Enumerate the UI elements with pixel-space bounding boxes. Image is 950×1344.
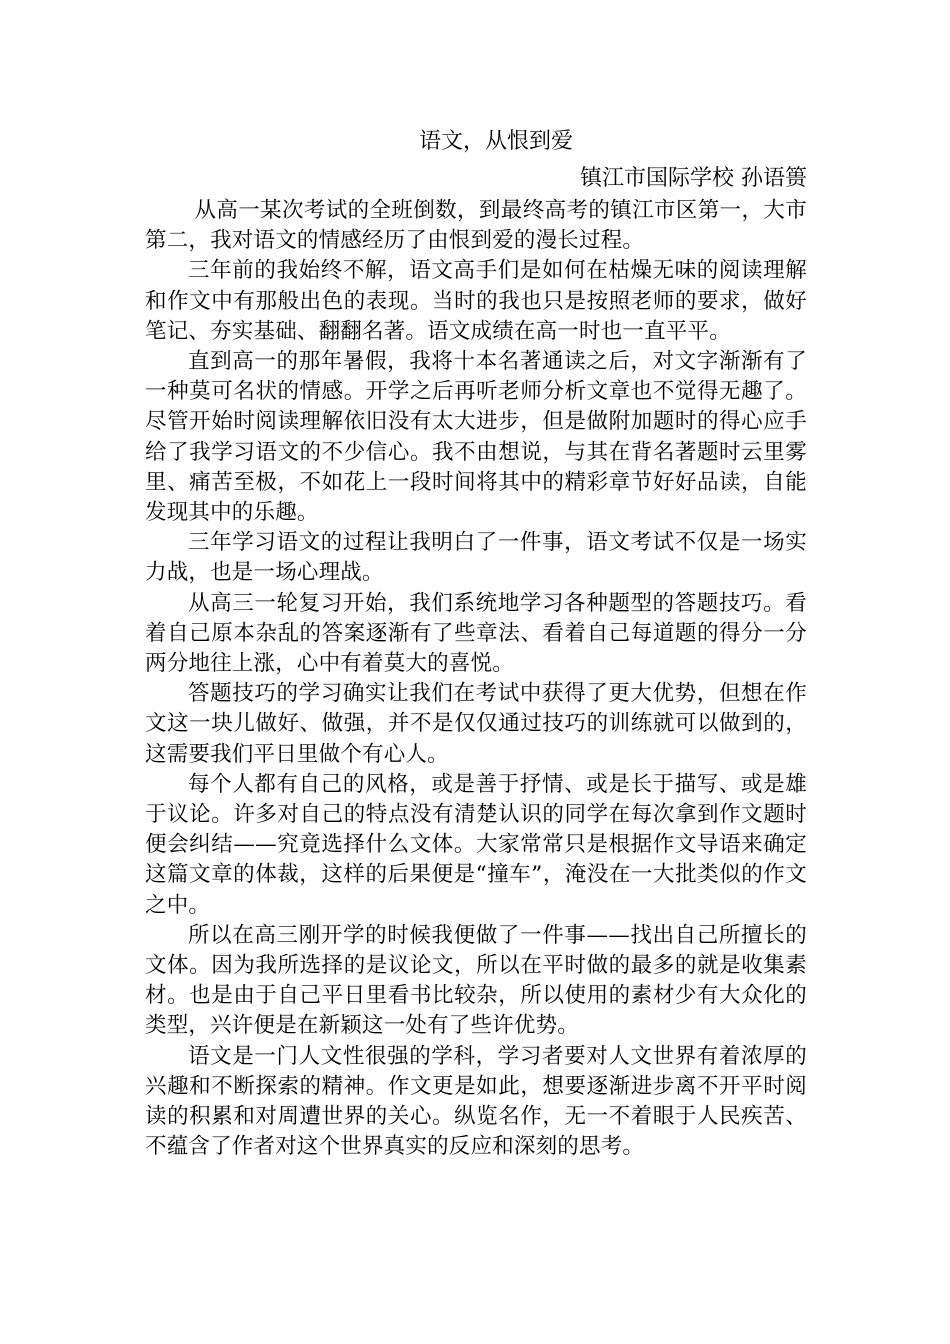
paragraph: 语文是一门人文性很强的学科，学习者要对人文世界有着浓厚的兴趣和不断探索的精神。作文更是如此，想要逐渐进步离不开平时阅读的积累和对周遭世界的关心。纵览名作，无一不着眼于人民疾苦、不蕴含了作者对这个世界真实的反应和深刻的思考。	[145, 1043, 807, 1160]
paragraph: 三年前的我始终不解，语文高手们是如何在枯燥无味的阅读理解和作文中有那般出色的表现。当时的我也只是按照老师的要求，做好笔记、夯实基础、翻翻名著。语文成绩在高一时也一直平平。	[145, 258, 807, 344]
paragraph: 从高一某次考试的全班倒数，到最终高考的镇江市区第一，大市第二，我对语文的情感经历了由恨到爱的漫长过程。	[145, 198, 807, 254]
paragraph: 答题技巧的学习确实让我们在考试中获得了更大优势，但想在作文这一块儿做好、做强，并不是仅仅通过技巧的训练就可以做到的，这需要我们平日里做个有心人。	[145, 681, 807, 767]
paragraph: 每个人都有自己的风格，或是善于抒情、或是长于描写、或是雄于议论。许多对自己的特点没有清楚认识的同学在每次拿到作文题时便会纠结——究竟选择什么文体。大家常常只是根据作文导语来确定这篇文章的体裁，这样的后果便是“撞车”，淹没在一大批类似的作文之中。	[145, 771, 807, 918]
author-line: 镇江市国际学校 孙语篑	[580, 166, 807, 191]
paragraph: 三年学习语文的过程让我明白了一件事，语文考试不仅是一场实力战，也是一场心理战。	[145, 530, 807, 586]
document-page	[145, 122, 807, 1163]
paragraph: 直到高一的那年暑假，我将十本名著通读之后，对文字渐渐有了一种莫可名状的情感。开学之后再听老师分析文章也不觉得无趣了。尽管开始时阅读理解依旧没有太大进步，但是做附加题时的得心应手给了我学习语文的不少信心。我不由想说，与其在背名著题时云里雾里、痛苦至极，不如花上一段时间将其中的精彩章节好好品读，自能发现其中的乐趣。	[145, 349, 807, 526]
document-title: 语文，从恨到爱	[418, 129, 573, 154]
paragraph: 从高三一轮复习开始，我们系统地学习各种题型的答题技巧。看着自己原本杂乱的答案逐渐有了些章法、看着自己每道题的得分一分两分地往上涨，心中有着莫大的喜悦。	[145, 590, 807, 677]
paragraph: 所以在高三刚开学的时候我便做了一件事——找出自己所擅长的文体。因为我所选择的是议论文，所以在平时做的最多的就是收集素材。也是由于自己平日里看书比较杂，所以使用的素材少有大众化的类型，兴许便是在新颖这一处有了些许优势。	[145, 922, 807, 1039]
document-body	[145, 196, 807, 1163]
